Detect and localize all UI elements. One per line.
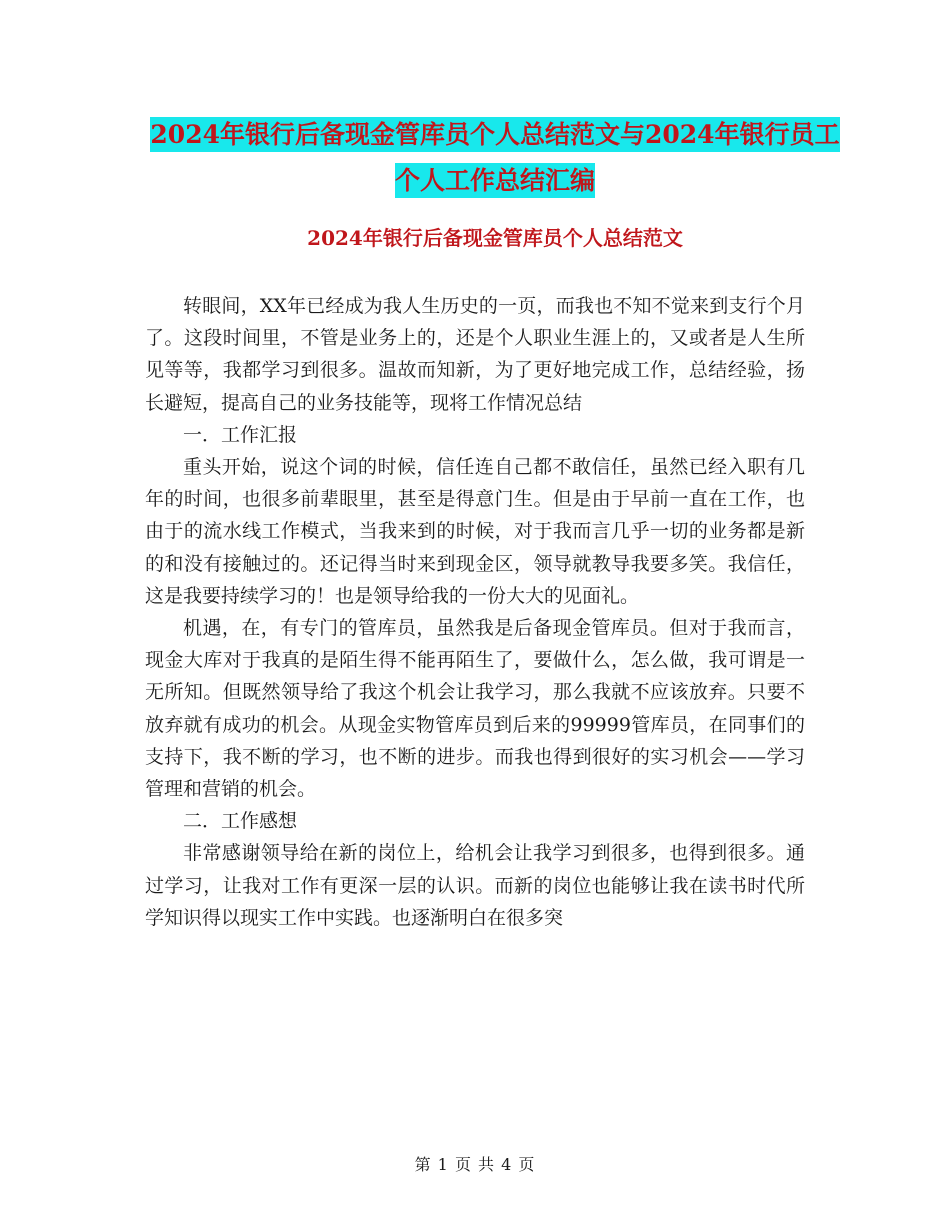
heading-work-thoughts: 二．工作感想 bbox=[183, 810, 298, 833]
paragraph-intro: 转眼间，XX年已经成为我人生历史的一页，而我也不知不觉来到支行个月了。这段时间里，不管是业务上的，还是个人职业生涯上的，又或者是人生所见等等，我都学习到很多。温故而知新，为了更好地完成工作，总结经验，扬长避短，提高自己的业务技能等，现将工作情况总结 bbox=[145, 295, 805, 414]
page-number-footer: 第 1 页 共 4 页 bbox=[414, 1155, 536, 1174]
document-title bbox=[140, 112, 850, 204]
document-body bbox=[145, 290, 805, 934]
paragraph-thanks: 非常感谢领导给在新的岗位上，给机会让我学习到很多，也得到很多。通过学习，让我对工作有更深一层的认识。而新的岗位也能够让我在读书时代所学知识得以现实工作中实践。也逐渐明白在很多突 bbox=[145, 842, 805, 929]
paragraph-opportunity: 机遇，在，有专门的管库员，虽然我是后备现金管库员。但对于我而言，现金大库对于我真的是陌生得不能再陌生了，要做什么，怎么做，我可谓是一无所知。但既然领导给了我这个机会让我学习，那么我就不应该放弃。只要不放弃就有成功的机会。从现金实物管库员到后来的99999管库员，在同事们的支持下，我不断的学习，也不断的进步。而我也得到很好的实习机会——学习管理和营销的机会。 bbox=[145, 617, 805, 801]
section-title: 2024年银行后备现金管库员个人总结范文 bbox=[307, 226, 683, 250]
title-highlight: 2024年银行后备现金管库员个人总结范文与2024年银行员工个人工作总结汇编 bbox=[150, 117, 839, 198]
paragraph-restart: 重头开始，说这个词的时候，信任连自己都不敢信任，虽然已经入职有几年的时间，也很多前辈眼里，甚至是得意门生。但是由于早前一直在工作，也由于的流水线工作模式，当我来到的时候，对于我而言几乎一切的业务都是新的和没有接触过的。还记得当时来到现金区，领导就教导我要多笑。我信任，这是我要持续学习的！也是领导给我的一份大大的见面礼。 bbox=[145, 456, 805, 607]
heading-work-report: 一．工作汇报 bbox=[183, 423, 298, 446]
